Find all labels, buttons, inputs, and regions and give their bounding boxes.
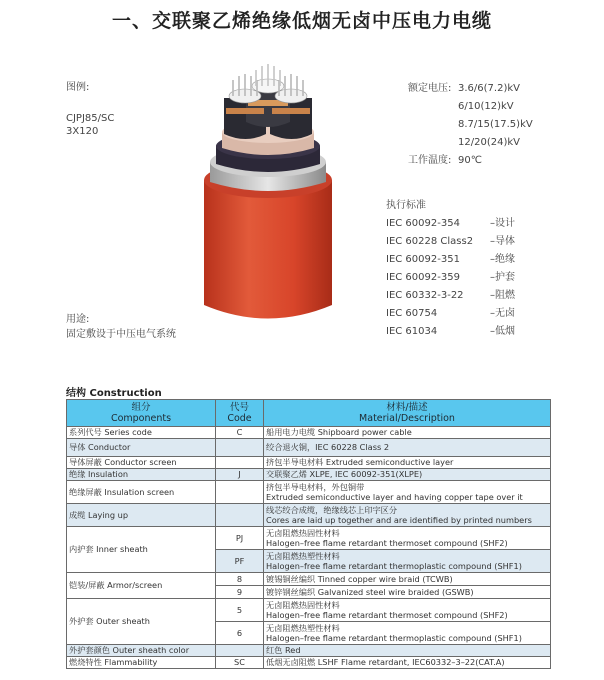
standard-item (386, 287, 515, 305)
standard-item (386, 323, 515, 341)
standard-code: IEC 60092-354 (386, 218, 460, 229)
voltage-value: 12/20(24)kV (458, 137, 520, 148)
copper-tape-2 (272, 108, 310, 114)
component-cell: 导体屏蔽 Conductor screen (67, 457, 216, 469)
table-row (67, 599, 551, 622)
table-row (67, 527, 551, 550)
outer-sheath-shape (204, 180, 332, 319)
code-cell (216, 439, 264, 457)
table-row (67, 457, 551, 469)
standard-code: IEC 60092-359 (386, 272, 460, 283)
code-cell: PJ (216, 527, 264, 550)
cable-illustration (196, 50, 346, 320)
standard-item (386, 251, 515, 269)
component-cell: 内护套 Inner sheath (67, 527, 216, 573)
code-cell: 9 (216, 586, 264, 599)
voltage-label: 额定电压: (408, 83, 452, 94)
code-cell: PF (216, 550, 264, 573)
code-cell: 6 (216, 622, 264, 645)
material-cell: 红色 Red (264, 645, 551, 657)
code-cell (216, 645, 264, 657)
component-cell: 绝缘屏蔽 Insulation screen (67, 481, 216, 504)
material-cell: 镀锡铜丝编织 Tinned copper wire braid (TCWB) (264, 573, 551, 586)
table-row (67, 657, 551, 669)
code-cell (216, 504, 264, 527)
usage-block (66, 312, 176, 342)
material-cell: 交联聚乙烯 XLPE, IEC 60092-351(XLPE) (264, 469, 551, 481)
table-header-row (67, 400, 551, 427)
standard-desc: –低烟 (490, 326, 515, 337)
standard-desc: –阻燃 (490, 290, 515, 301)
legend-label: 图例: (66, 82, 90, 93)
component-cell: 绝缘 Insulation (67, 469, 216, 481)
header-code: 代号 Code (216, 400, 264, 427)
page-title: 一、交联聚乙烯绝缘低烟无卤中压电力电缆 (111, 10, 492, 32)
component-cell: 导体 Conductor (67, 439, 216, 457)
standard-desc: –绝缘 (490, 254, 515, 265)
standard-item (386, 269, 515, 287)
voltage-value: 6/10(12)kV (458, 101, 514, 112)
header-material: 材料/描述 Material/Description (264, 400, 551, 427)
voltage-value: 8.7/15(17.5)kV (458, 119, 533, 130)
material-cell: 线芯绞合成缆，绝缘线芯上印字区分 Cores are laid up together and are identified by printed numbers (264, 504, 551, 527)
code-cell (216, 457, 264, 469)
material-cell: 低烟无卤阻燃 LSHF Flame retardant, IEC60332–3–22(CAT.A) (264, 657, 551, 669)
copper-tape-1 (226, 108, 264, 114)
table-row (67, 481, 551, 504)
header-components: 组分 Components (67, 400, 216, 427)
standard-item (386, 233, 515, 251)
material-cell: 绞合退火铜，IEC 60228 Class 2 (264, 439, 551, 457)
component-cell: 外护套颜色 Outer sheath color (67, 645, 216, 657)
component-cell: 燃烧特性 Flammability (67, 657, 216, 669)
table-row (67, 427, 551, 439)
material-cell: 挤包半导电材料 Extruded semiconductive layer (264, 457, 551, 469)
voltage-value: 3.6/6(7.2)kV (458, 83, 520, 94)
standard-code: IEC 60332-3-22 (386, 290, 464, 301)
table-row (67, 504, 551, 527)
standards-list (386, 197, 515, 341)
material-cell: 镀锌钢丝编织 Galvanized steel wire braided (GSWB) (264, 586, 551, 599)
standard-desc: –导体 (490, 236, 515, 247)
code-cell: 8 (216, 573, 264, 586)
table-row (67, 469, 551, 481)
standard-code: IEC 60228 Class2 (386, 236, 474, 247)
code-cell: 5 (216, 599, 264, 622)
standard-code: IEC 60754 (386, 308, 438, 319)
material-cell: 船用电力电缆 Shipboard power cable (264, 427, 551, 439)
construction-table (66, 399, 551, 669)
material-cell: 无卤阻燃热固性材料 Halogen–free flame retardant thermoset compound (SHF2) (264, 599, 551, 622)
code-cell: J (216, 469, 264, 481)
model-block (66, 112, 114, 138)
material-cell: 无卤阻燃热固性材料 Halogen–free flame retardant thermoset compound (SHF2) (264, 527, 551, 550)
component-cell: 外护套 Outer sheath (67, 599, 216, 645)
model-code: CJPJ85/SC (66, 113, 115, 124)
standard-desc: –设计 (490, 218, 515, 229)
standard-desc: –护套 (490, 272, 515, 283)
material-cell: 挤包半导电材料，外包铜带 Extruded semiconductive layer and having copper tape over it (264, 481, 551, 504)
standard-code: IEC 61034 (386, 326, 438, 337)
usage-label: 用途: (66, 314, 90, 325)
code-cell (216, 481, 264, 504)
code-cell: C (216, 427, 264, 439)
temperature-label: 工作温度: (408, 155, 452, 166)
code-cell: SC (216, 657, 264, 669)
table-row (67, 645, 551, 657)
material-cell: 无卤阻燃热塑性材料 Halogen–free flame retardant thermoplastic compound (SHF1) (264, 550, 551, 573)
component-cell: 铠装/屏蔽 Armor/screen (67, 573, 216, 599)
standard-item (386, 215, 515, 233)
standard-code: IEC 60092-351 (386, 254, 460, 265)
component-cell: 系列代号 Series code (67, 427, 216, 439)
standard-item (386, 305, 515, 323)
standard-desc: –无卤 (490, 308, 515, 319)
usage-text: 固定敷设于中压电气系统 (66, 329, 176, 340)
rating-specs (408, 80, 533, 170)
material-cell: 无卤阻燃热塑性材料 Halogen–free flame retardant thermoplastic compound (SHF1) (264, 622, 551, 645)
standards-title: 执行标准 (386, 200, 426, 211)
temperature-value: 90℃ (458, 155, 482, 166)
model-size: 3X120 (66, 126, 99, 137)
construction-title: 结构 Construction (66, 388, 162, 399)
table-row (67, 573, 551, 586)
component-cell: 成缆 Laying up (67, 504, 216, 527)
table-row (67, 439, 551, 457)
